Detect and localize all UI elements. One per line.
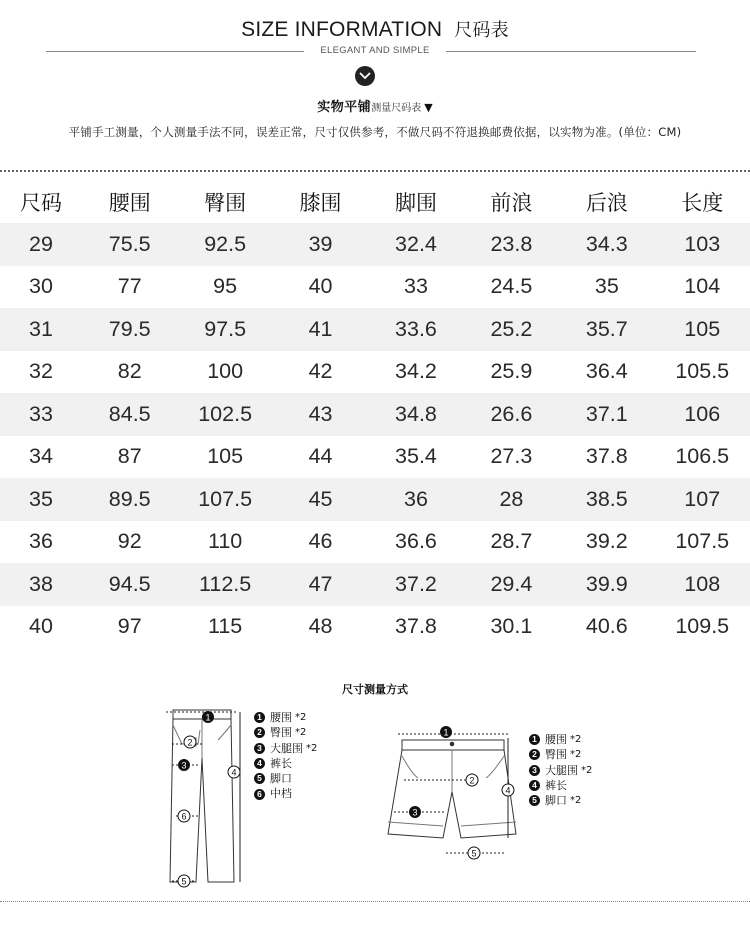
table-cell: 105 <box>207 444 244 469</box>
svg-text:4: 4 <box>505 785 511 796</box>
svg-text:2: 2 <box>187 737 193 748</box>
table-cell: 43 <box>308 401 333 426</box>
table-cell: 95 <box>213 274 238 299</box>
table-cell: 115 <box>207 614 243 639</box>
table-cell: 30 <box>29 274 53 299</box>
shorts-marker-3 <box>409 806 421 818</box>
table-header-row <box>0 181 750 223</box>
chevron-down-icon <box>355 66 375 86</box>
legend-item: 1 腰围 *2 <box>254 710 317 725</box>
table-cell: 75.5 <box>108 231 151 256</box>
table-row <box>0 266 750 309</box>
table-cell: 33.6 <box>395 316 437 341</box>
measure-heading <box>0 96 750 115</box>
column-header: 长度 <box>681 191 724 215</box>
table-cell: 34 <box>29 444 53 469</box>
pants-marker-2 <box>184 736 196 748</box>
table-cell: 31 <box>29 316 53 341</box>
table-cell: 92 <box>117 529 142 554</box>
shorts-legend <box>529 732 592 808</box>
table-cell: 26.6 <box>490 401 533 426</box>
svg-text:5: 5 <box>471 848 477 859</box>
table-cell: 39 <box>308 231 333 256</box>
table-cell: 37.1 <box>585 401 628 426</box>
shorts-diagram <box>380 722 520 867</box>
column-header: 后浪 <box>585 191 628 215</box>
divider-top <box>0 170 750 172</box>
divider-bottom <box>0 901 750 902</box>
table-cell: 110 <box>207 529 243 554</box>
table-cell: 27.3 <box>490 444 533 469</box>
pants-marker-3 <box>178 759 190 771</box>
title-cn: 尺码表 <box>454 20 509 41</box>
pants-marker-5 <box>178 875 190 887</box>
legend-item: 3 大腿围 *2 <box>254 741 317 756</box>
pants-marker-1 <box>202 711 214 723</box>
table-cell: 105 <box>684 316 721 341</box>
pants-legend <box>254 710 317 802</box>
table-cell: 103 <box>684 231 721 256</box>
svg-text:5: 5 <box>181 876 187 887</box>
table-cell: 48 <box>308 614 333 639</box>
table-row <box>0 351 750 394</box>
table-cell: 47 <box>308 571 333 596</box>
table-cell: 39.9 <box>585 571 628 596</box>
legend-item: 5 脚口 <box>254 771 317 786</box>
legend-item: 6 中档 <box>254 786 317 801</box>
title-en: SIZE INFORMATION <box>241 18 443 41</box>
column-header: 前浪 <box>490 191 533 215</box>
table-cell: 36 <box>29 529 53 554</box>
page-title <box>0 16 750 42</box>
svg-text:4: 4 <box>231 767 237 778</box>
table-body <box>0 223 750 648</box>
table-cell: 34.3 <box>585 231 628 256</box>
triangle-down-icon: ▼ <box>424 101 433 114</box>
column-header: 臀围 <box>204 191 247 215</box>
measure-small: 测量尺码表 <box>371 103 422 114</box>
table-cell: 29 <box>29 231 53 256</box>
table-cell: 108 <box>684 571 721 596</box>
table-cell: 35.7 <box>585 316 628 341</box>
column-header: 尺码 <box>20 191 62 215</box>
legend-item: 5 脚口 *2 <box>529 793 592 808</box>
table-cell: 109.5 <box>675 614 730 639</box>
table-cell: 24.5 <box>490 274 533 299</box>
table-cell: 40 <box>29 614 53 639</box>
table-cell: 106 <box>684 401 721 426</box>
table-cell: 105.5 <box>675 359 730 384</box>
svg-text:2: 2 <box>469 775 475 786</box>
table-cell: 37.8 <box>395 614 437 639</box>
table-row <box>0 393 750 436</box>
svg-text:3: 3 <box>181 760 187 771</box>
table-row <box>0 436 750 479</box>
table-cell: 37.2 <box>395 571 437 596</box>
table-cell: 39.2 <box>585 529 628 554</box>
table-cell: 77 <box>117 274 142 299</box>
table-cell: 36 <box>404 486 428 511</box>
legend-item: 2 臀围 *2 <box>529 747 592 762</box>
table-cell: 33 <box>404 274 428 299</box>
column-header: 脚围 <box>394 191 437 215</box>
table-row <box>0 606 750 649</box>
table-cell: 46 <box>308 529 333 554</box>
pants-marker-4 <box>228 766 240 778</box>
table-cell: 25.9 <box>490 359 533 384</box>
legend-item: 4 裤长 <box>529 778 592 793</box>
measure-main: 实物平铺 <box>317 100 372 115</box>
table-cell: 32.4 <box>395 231 437 256</box>
table-cell: 34.8 <box>395 401 437 426</box>
table-cell: 40 <box>308 274 333 299</box>
table-cell: 106.5 <box>675 444 730 469</box>
table-cell: 84.5 <box>108 401 151 426</box>
svg-text:6: 6 <box>181 811 187 822</box>
table-row <box>0 308 750 351</box>
table-cell: 35.4 <box>395 444 437 469</box>
size-table <box>0 181 750 648</box>
subtitle: ELEGANT AND SIMPLE <box>320 45 430 56</box>
table-cell: 42 <box>308 359 333 384</box>
shorts-marker-2 <box>466 774 478 786</box>
table-cell: 36.6 <box>395 529 437 554</box>
table-cell: 82 <box>117 359 142 384</box>
table-cell: 28.7 <box>490 529 533 554</box>
table-cell: 92.5 <box>204 231 247 256</box>
table-cell: 40.6 <box>585 614 628 639</box>
table-cell: 97.5 <box>204 316 247 341</box>
table-cell: 45 <box>308 486 333 511</box>
table-cell: 30.1 <box>490 614 533 639</box>
legend-item: 3 大腿围 *2 <box>529 763 592 778</box>
pants-diagram <box>160 700 250 892</box>
table-cell: 102.5 <box>198 401 253 426</box>
table-cell: 104 <box>684 274 721 299</box>
column-header: 腰围 <box>108 191 151 215</box>
table-cell: 23.8 <box>490 231 533 256</box>
legend-item: 2 臀围 *2 <box>254 725 317 740</box>
table-row <box>0 521 750 564</box>
svg-text:1: 1 <box>205 712 211 723</box>
table-cell: 25.2 <box>490 316 533 341</box>
table-cell: 97 <box>117 614 142 639</box>
table-row <box>0 563 750 606</box>
table-cell: 107 <box>684 486 721 511</box>
table-cell: 38 <box>29 571 53 596</box>
table-cell: 41 <box>308 316 333 341</box>
diagram-title: 尺寸测量方式 <box>342 683 408 696</box>
table-cell: 112.5 <box>199 571 252 596</box>
table-cell: 35 <box>594 274 619 299</box>
table-cell: 34.2 <box>395 359 437 384</box>
table-cell: 94.5 <box>108 571 151 596</box>
table-cell: 100 <box>207 359 244 384</box>
table-cell: 37.8 <box>585 444 628 469</box>
column-header: 膝围 <box>299 191 342 215</box>
table-cell: 44 <box>308 444 333 469</box>
table-cell: 28 <box>499 486 524 511</box>
pants-waistband <box>173 710 231 719</box>
table-cell: 89.5 <box>108 486 151 511</box>
table-cell: 107.5 <box>198 486 253 511</box>
svg-text:1: 1 <box>443 727 449 738</box>
table-cell: 36.4 <box>585 359 628 384</box>
measurement-notice: 平铺手工测量，个人测量手法不同，误差正常，尺寸仅供参考，不做尺码不符退换邮费依据，以实物为准。(单位：CM) <box>68 125 682 139</box>
table-cell: 29.4 <box>490 571 533 596</box>
pants-marker-6 <box>178 810 190 822</box>
legend-item: 1 腰围 *2 <box>529 732 592 747</box>
svg-text:3: 3 <box>412 807 418 818</box>
table-row <box>0 478 750 521</box>
table-row <box>0 223 750 266</box>
shorts-marker-1 <box>440 726 452 738</box>
table-cell: 87 <box>117 444 142 469</box>
table-cell: 79.5 <box>108 316 151 341</box>
table-cell: 33 <box>29 401 53 426</box>
shorts-marker-4 <box>502 784 514 796</box>
table-cell: 107.5 <box>675 529 730 554</box>
shorts-marker-5 <box>468 847 480 859</box>
table-cell: 32 <box>29 359 53 384</box>
table-cell: 35 <box>29 486 53 511</box>
legend-item: 4 裤长 <box>254 756 317 771</box>
table-cell: 38.5 <box>585 486 628 511</box>
